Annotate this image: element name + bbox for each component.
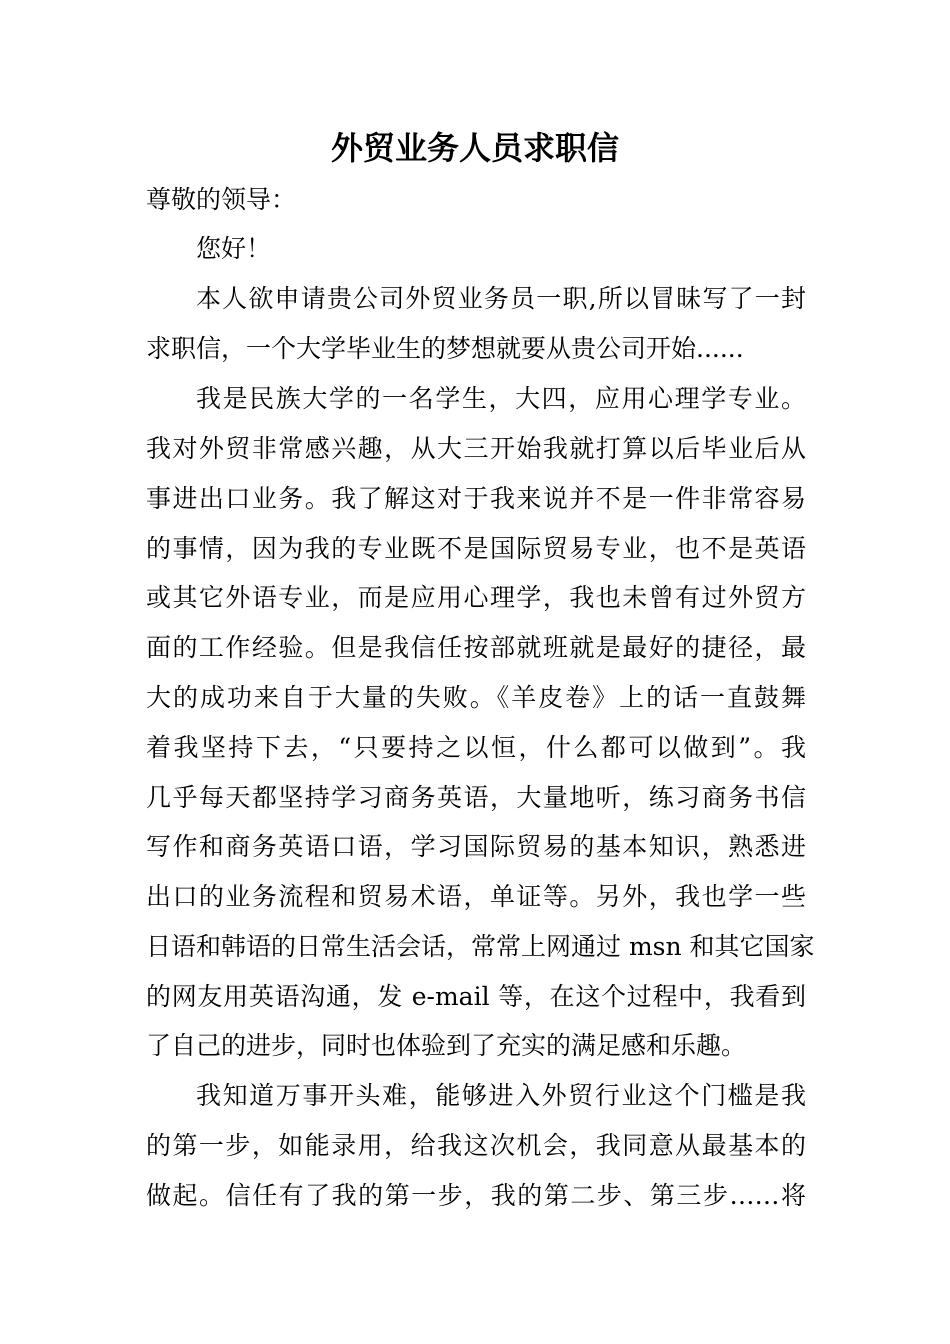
body-line: 出口的业务流程和贸易术语，单证等。另外，我也学一些 <box>146 882 806 911</box>
body-line: 日语和韩语的日常生活会话，常常上网通过 msn 和其它国家 <box>146 932 815 961</box>
greeting: 您好！ <box>196 234 272 263</box>
body-line: 着我坚持下去，“只要持之以恒，什么都可以做到”。我 <box>146 733 806 762</box>
body-line: 的事情，因为我的专业既不是国际贸易专业，也不是英语 <box>146 534 806 563</box>
document-title: 外贸业务人员求职信 <box>330 129 619 167</box>
body-line: 面的工作经验。但是我信任按部就班就是最好的捷径，最 <box>146 633 806 662</box>
body-line: 或其它外语专业，而是应用心理学，我也未曾有过外贸方 <box>146 583 806 612</box>
body-line: 我对外贸非常感兴趣，从大三开始我就打算以后毕业后从 <box>146 434 806 463</box>
salutation: 尊敬的领导： <box>146 185 297 214</box>
body-line: 事进出口业务。我了解这对于我来说并不是一件非常容易 <box>146 484 806 513</box>
body-line: 求职信，一个大学毕业生的梦想就要从贵公司开始...... <box>146 334 744 363</box>
body-line: 我知道万事开头难，能够进入外贸行业这个门槛是我 <box>196 1081 806 1110</box>
body-line: 了自己的进步，同时也体验到了充实的满足感和乐趣。 <box>146 1031 747 1060</box>
body-line: 几乎每天都坚持学习商务英语，大量地听，练习商务书信 <box>146 783 806 812</box>
body-line: 我是民族大学的一名学生，大四，应用心理学专业。 <box>196 384 806 413</box>
body-line: 写作和商务英语口语，学习国际贸易的基本知识，熟悉进 <box>146 832 806 861</box>
body-line: 的第一步，如能录用，给我这次机会，我同意从最基本的 <box>146 1131 806 1160</box>
body-line: 的网友用英语沟通，发 e-mail 等，在这个过程中，我看到 <box>146 982 806 1011</box>
body-line: 本人欲申请贵公司外贸业务员一职,所以冒昧写了一封 <box>196 284 806 313</box>
body-line: 做起。信任有了我的第一步，我的第二步、第三步……将 <box>146 1181 806 1210</box>
body-line: 大的成功来自于大量的失败。《羊皮卷》上的话一直鼓舞 <box>146 683 806 712</box>
